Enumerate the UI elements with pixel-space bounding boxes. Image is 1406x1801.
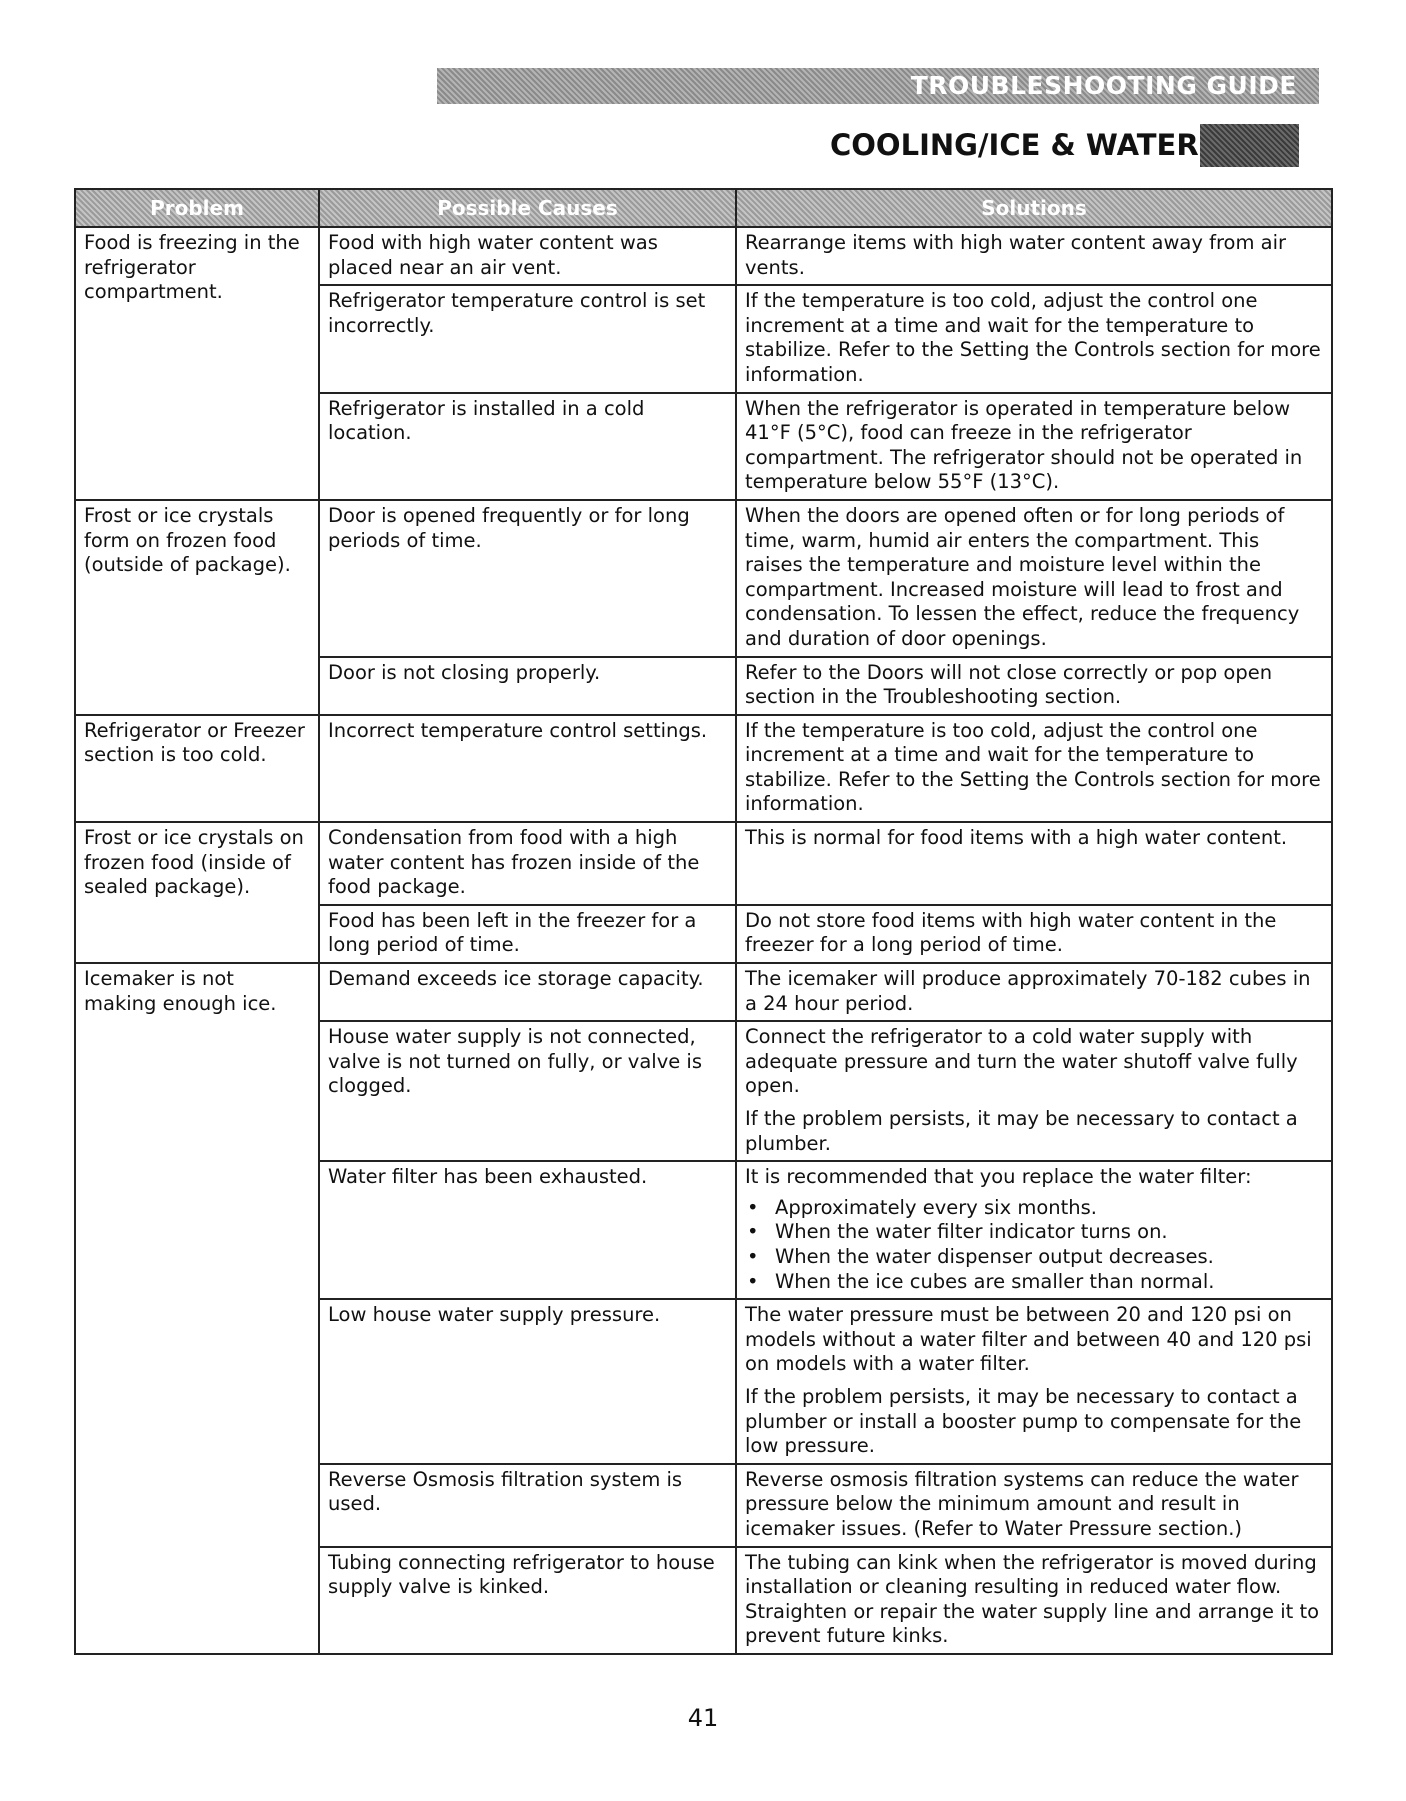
solution-paragraph: This is normal for food items with a high water content. [745, 826, 1288, 850]
header-possible-causes: Possible Causes [319, 189, 736, 227]
solution-paragraph: When the refrigerator is operated in temperature below 41°F (5°C), food can freeze in the refrigerator compartment. The refrigerator should not be operated in temperature below 55°F (13°C). [745, 396, 1303, 494]
solution-cell [736, 393, 1332, 500]
solution-paragraph: Refer to the Doors will not close correctly or pop open section in the Troubleshooting section. [745, 660, 1273, 709]
problem-cell: Frost or ice crystals on frozen food (inside of sealed package). [75, 822, 319, 963]
solution-cell [736, 1021, 1332, 1161]
table-row [75, 500, 1332, 657]
list-item: • When the water dispenser output decreases. [745, 1245, 1323, 1270]
section-title: COOLING/ICE & WATER [830, 128, 1199, 162]
cause-cell: Demand exceeds ice storage capacity. [319, 963, 736, 1021]
cause-cell: House water supply is not connected, valve is not turned on fully, or valve is clogged. [319, 1021, 736, 1161]
cause-cell: Incorrect temperature control settings. [319, 715, 736, 822]
cause-cell: Water filter has been exhausted. [319, 1161, 736, 1299]
cause-cell: Door is opened frequently or for long periods of time. [319, 500, 736, 657]
solution-cell [736, 285, 1332, 392]
solution-paragraph: If the temperature is too cold, adjust the control one increment at a time and wait for the temperature to stabilize. Refer to the Setting the Controls section for more information. [745, 718, 1321, 816]
problem-cell: Frost or ice crystals form on frozen food (outside of package). [75, 500, 319, 715]
cause-cell: Condensation from food with a high water content has frozen inside of the food package. [319, 822, 736, 905]
problem-cell: Food is freezing in the refrigerator compartment. [75, 227, 319, 500]
solution-cell [736, 227, 1332, 285]
cause-cell: Food has been left in the freezer for a long period of time. [319, 905, 736, 963]
solution-cell [736, 905, 1332, 963]
table-row [75, 822, 1332, 905]
table-row [75, 227, 1332, 285]
solution-paragraph: If the temperature is too cold, adjust the control one increment at a time and wait for the temperature to stabilize. Refer to the Setting the Controls section for more information. [745, 289, 1321, 386]
solution-cell [736, 1547, 1332, 1654]
solution-cell [736, 1299, 1332, 1464]
cause-cell: Tubing connecting refrigerator to house supply valve is kinked. [319, 1547, 736, 1654]
banner-title: TROUBLESHOOTING GUIDE [910, 71, 1297, 100]
solution-paragraph: The icemaker will produce approximately 70-182 cubes in a 24 hour period. [745, 967, 1311, 1015]
table-row [75, 715, 1332, 822]
cause-cell: Low house water supply pressure. [319, 1299, 736, 1464]
header-problem: Problem [75, 189, 319, 227]
page-number: 41 [687, 1704, 719, 1732]
solution-cell [736, 657, 1332, 715]
problem-cell: Refrigerator or Freezer section is too cold. [75, 715, 319, 822]
solution-cell [736, 715, 1332, 822]
solution-paragraph: The tubing can kink when the refrigerator is moved during installation or cleaning resulting in reduced water flow. Straighten or repair the water supply line and arrange it to prevent future kinks. [745, 1550, 1320, 1648]
solution-paragraph: Reverse osmosis filtration systems can reduce the water pressure below the minimum amount and result in icemaker issues. (Refer to Water Pressure section.) [745, 1467, 1299, 1540]
list-item: • When the ice cubes are smaller than normal. [745, 1270, 1323, 1295]
solution-paragraph: It is recommended that you replace the water filter: [745, 1165, 1252, 1189]
cause-cell: Refrigerator temperature control is set incorrectly. [319, 285, 736, 392]
solution-cell [736, 1161, 1332, 1299]
table-row [75, 963, 1332, 1021]
solution-paragraph: If the problem persists, it may be necessary to contact a plumber. [745, 1107, 1298, 1155]
cause-cell: Reverse Osmosis filtration system is used. [319, 1464, 736, 1547]
solution-paragraph: Do not store food items with high water content in the freezer for a long period of time. [745, 908, 1277, 957]
list-item: • Approximately every six months. [745, 1196, 1323, 1221]
solution-cell [736, 1464, 1332, 1547]
cause-cell: Door is not closing properly. [319, 657, 736, 715]
table-body [75, 227, 1332, 1654]
solution-cell [736, 500, 1332, 657]
solution-paragraph: Connect the refrigerator to a cold water supply with adequate pressure and turn the water shutoff valve fully open. [745, 1025, 1298, 1098]
section-marker-block [1200, 124, 1299, 167]
cause-cell: Food with high water content was placed near an air vent. [319, 227, 736, 285]
table-header-row [75, 189, 1332, 227]
problem-cell: Icemaker is not making enough ice. [75, 963, 319, 1654]
solution-cell [736, 963, 1332, 1021]
header-solutions: Solutions [736, 189, 1332, 227]
list-item: • When the water filter indicator turns on. [745, 1220, 1323, 1245]
troubleshooting-table [74, 188, 1333, 1655]
solution-cell [736, 822, 1332, 905]
solution-paragraph: When the doors are opened often or for long periods of time, warm, humid air enters the compartment. This raises the temperature and moisture level within the compartment. Increased moisture will lead to frost and condensation. To lessen the effect, reduce the frequency and duration of door openings. [745, 503, 1300, 650]
solution-paragraph: Rearrange items with high water content away from air vents. [745, 231, 1287, 279]
cause-cell: Refrigerator is installed in a cold location. [319, 393, 736, 500]
header-banner [437, 68, 1319, 104]
solution-paragraph: The water pressure must be between 20 and 120 psi on models without a water filter and between 40 and 120 psi on models with a water filter. [745, 1303, 1312, 1376]
solution-paragraph: If the problem persists, it may be necessary to contact a plumber or install a booster pump to compensate for the low pressure. [745, 1384, 1302, 1458]
solution-bullet-list [745, 1196, 1323, 1294]
